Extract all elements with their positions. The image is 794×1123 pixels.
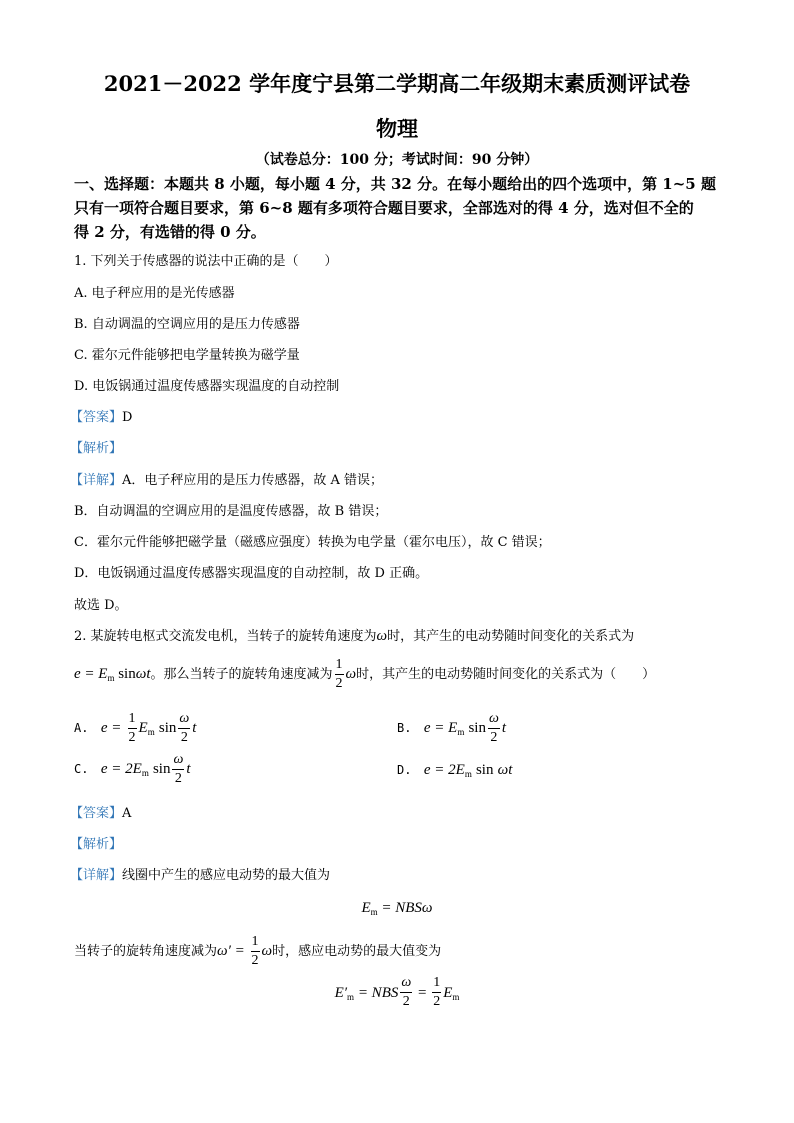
omega-symbol: ω: [376, 628, 388, 644]
q2-analysis-tag: 【解析】: [70, 837, 123, 852]
q1-analysis-tag: 【解析】: [70, 441, 123, 456]
q2-answer-row: [70, 802, 131, 821]
q2-detail-row-1: [70, 864, 330, 883]
q2-option-a: A. e = $\frac{1}{2}$ $E_m$ sin $\frac{\omega}{2}$ t: [74, 711, 197, 745]
q2-detail-text-3: 时，感应电动势的最大值变为: [272, 944, 442, 959]
q2-option-c: C. $e = 2E_m$ sin $\frac{\omega}{2}$ t: [74, 752, 191, 786]
q2-detail-text-1: 线圈中产生的感应电动势的最大值为: [122, 868, 331, 883]
q1-detail-b: B．自动调温的空调应用的是温度传感器，故 B 错误；: [74, 504, 388, 519]
q1-answer: D: [122, 410, 133, 425]
q2-stem-text-b: 时，其产生的电动势随时间变化的关系式为: [387, 629, 635, 644]
q2-option-b: B. $e = E_m$ sin $\frac{\omega}{2}$ t: [397, 711, 507, 745]
equation-emax: $E_m = NBS\omega$: [361, 900, 433, 917]
q2-detail-tag: 【详解】: [70, 868, 123, 883]
q1-option-b: B. 自动调温的空调应用的是压力传感器: [74, 317, 300, 332]
q2-detail-row-2: 当转子的旋转角速度减为ω′ = $\frac{1}{2}$ ω时，感应电动势的最大值变为: [74, 934, 442, 968]
q1-detail-row-a: [70, 469, 383, 488]
q2-stem-line1: [74, 625, 634, 645]
section-instructions-line2: 只有一项符合题目要求，第 6~8 题有多项符合题目要求，全部选对的得 4 分，选对但不全的: [74, 199, 694, 217]
q2-stem-line2: $e = E_m$ sinωt。那么当转子的旋转角速度减为 $\frac{1}{2}$ ω时，其产生的电动势随时间变化的关系式为（ ）: [74, 657, 656, 691]
q1-option-a: A. 电子秤应用的是光传感器: [74, 286, 235, 301]
q2-option-d: D. $e = 2E_m$ sin ωt: [397, 762, 513, 779]
exam-info: （试卷总分：100 分；考试时间：90 分钟）: [255, 152, 539, 168]
q2-answer-tag: 【答案】: [70, 806, 123, 821]
q2-stem-text-d: 时，其产生的电动势随时间变化的关系式为（ ）: [356, 667, 656, 682]
q1-detail-c: C．霍尔元件能够把磁学量（磁感应强度）转换为电学量（霍尔电压），故 C 错误；: [74, 535, 551, 550]
section-instructions-line1: 一、选择题：本题共 8 小题，每小题 4 分，共 32 分。在每小题给出的四个选项中，第 1~5 题: [74, 175, 716, 193]
half-fraction: $\frac{1}{2}$: [335, 657, 343, 691]
exam-title: 2021－2022 学年度宁县第二学期高二年级期末素质测评试卷: [103, 71, 691, 96]
q1-option-c: C. 霍尔元件能够把电学量转换为磁学量: [74, 348, 300, 363]
q1-answer-tag: 【答案】: [70, 410, 123, 425]
q1-detail-a: A．电子秤应用的是压力传感器，故 A 错误；: [122, 473, 384, 488]
q1-option-d: D. 电饭锅通过温度传感器实现温度的自动控制: [74, 379, 340, 394]
q1-answer-row: [70, 406, 132, 425]
q2-answer: A: [122, 806, 132, 821]
q2-stem-text-a: 2. 某旋转电枢式交流发电机，当转子的旋转角速度为: [74, 629, 377, 644]
section-instructions-line3: 得 2 分，有选错的得 0 分。: [74, 223, 266, 241]
q2-stem-text-c: 。那么当转子的旋转角速度减为: [150, 667, 333, 682]
q1-detail-d: D．电饭锅通过温度传感器实现温度的自动控制，故 D 正确。: [74, 566, 429, 581]
q1-conclusion: 故选 D。: [74, 598, 128, 613]
q2-detail-text-2: 当转子的旋转角速度减为: [74, 944, 218, 959]
equation-emax-prime: $E'_m$ = NBS $\frac{\omega}{2}$ = $\frac{1}{2}$ $E_m$: [334, 975, 460, 1009]
emf-equation: $e = E_m$ sinωt: [74, 666, 151, 683]
q1-stem: 1. 下列关于传感器的说法中正确的是（ ）: [74, 254, 338, 269]
subject-title: 物理: [376, 116, 418, 141]
q1-detail-tag: 【详解】: [70, 473, 123, 488]
